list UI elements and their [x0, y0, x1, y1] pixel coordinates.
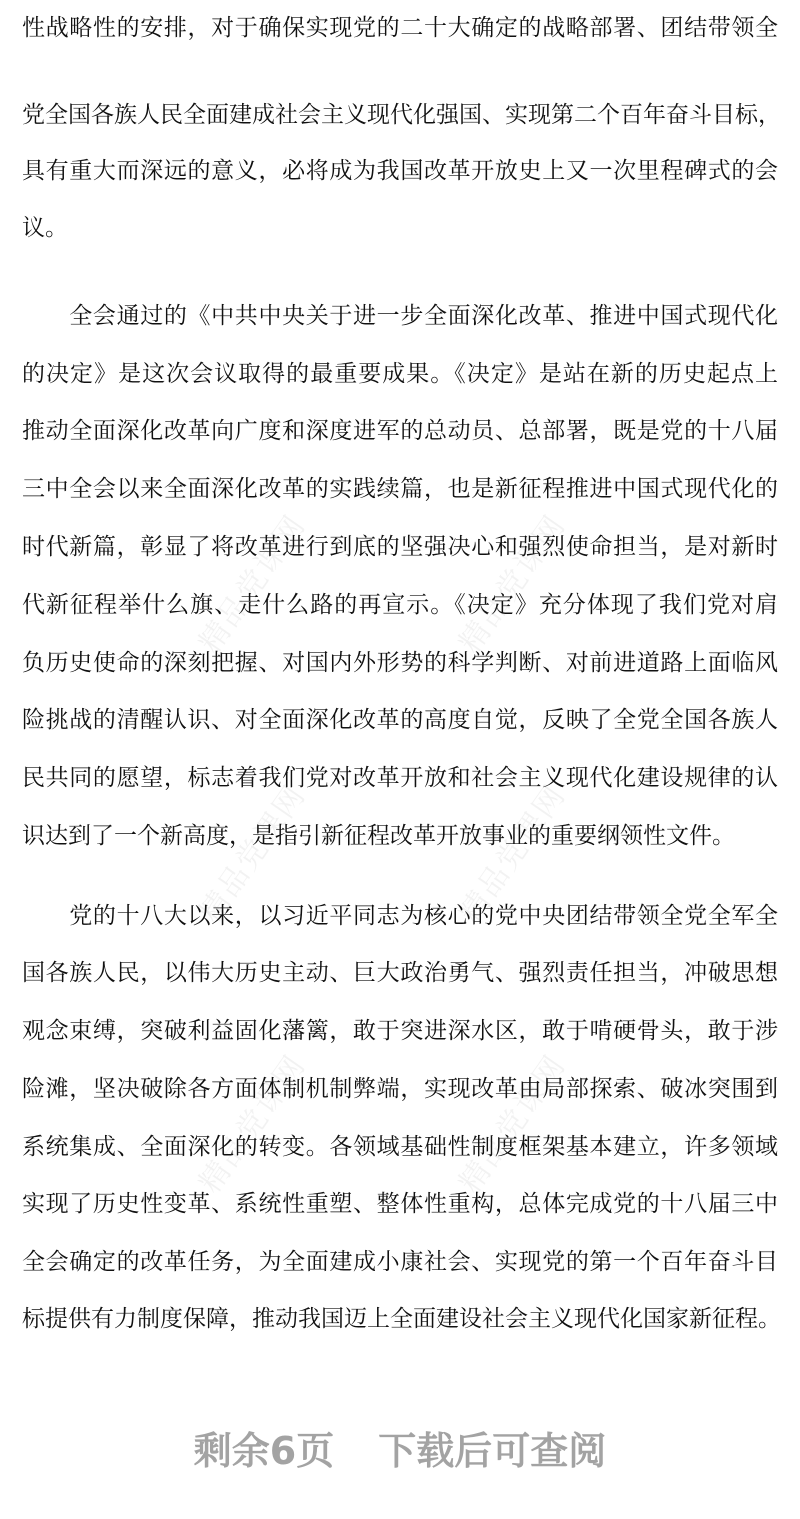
- text-line: 全会通过的《中共中央关于进一步全面深化改革、推进中国式现代化: [22, 303, 778, 329]
- text-line: 时代新篇，彰显了将改革进行到底的坚强决心和强烈使命担当，是对新时: [22, 534, 778, 560]
- watermark: 精品党课网: [192, 1048, 314, 1200]
- text-line: 险挑战的清醒认识、对全面深化改革的高度自觉，反映了全党全国各族人: [22, 707, 778, 733]
- remaining-pages-label: 剩余6页: [193, 1429, 335, 1473]
- watermark: 精品党课网: [452, 508, 574, 660]
- download-prompt[interactable]: [0, 1420, 800, 1475]
- text-line: 系统集成、全面深化的转变。各领域基础性制度框架基本建立，许多领域: [22, 1134, 778, 1160]
- text-line: 三中全会以来全面深化改革的实践续篇，也是新征程推进中国式现代化的: [22, 476, 778, 502]
- download-to-view-label: 下载后可查阅: [378, 1429, 607, 1473]
- text-line: 党的十八大以来，以习近平同志为核心的党中央团结带领全党全军全: [22, 903, 778, 929]
- text-line: 民共同的愿望，标志着我们党对改革开放和社会主义现代化建设规律的认: [22, 765, 778, 791]
- watermark: 精品党课网: [192, 778, 314, 930]
- text-line: 险滩，坚决破除各方面体制机制弊端，实现改革由局部探索、破冰突围到: [22, 1076, 778, 1102]
- text-line: 观念束缚，突破利益固化藩篱，敢于突进深水区，敢于啃硬骨头，敢于涉: [22, 1018, 778, 1044]
- text-line: 国各族人民，以伟大历史主动、巨大政治勇气、强烈责任担当，冲破思想: [22, 960, 778, 986]
- text-line: 代新征程举什么旗、走什么路的再宣示。《决定》充分体现了我们党对肩: [22, 592, 778, 618]
- text-line: 实现了历史性变革、系统性重塑、整体性重构，总体完成党的十八届三中: [22, 1191, 778, 1217]
- text-line: 具有重大而深远的意义，必将成为我国改革开放史上又一次里程碑式的会: [22, 158, 778, 184]
- text-line: 性战略性的安排，对于确保实现党的二十大确定的战略部署、团结带领全: [22, 15, 778, 41]
- watermark: 精品党课网: [452, 1048, 574, 1200]
- text-line: 负历史使命的深刻把握、对国内外形势的科学判断、对前进道路上面临风: [22, 650, 778, 676]
- watermark: 精品党课网: [452, 778, 574, 930]
- text-line: 的决定》是这次会议取得的最重要成果。《决定》是站在新的历史起点上: [22, 361, 778, 387]
- watermark: 精品党课网: [192, 508, 314, 660]
- text-line: 议。: [22, 215, 68, 241]
- text-line: 识达到了一个新高度，是指引新征程改革开放事业的重要纲领性文件。: [22, 823, 735, 849]
- text-line: 标提供有力制度保障，推动我国迈上全面建设社会主义现代化国家新征程。: [22, 1306, 781, 1332]
- text-line: 推动全面深化改革向广度和深度进军的总动员、总部署，既是党的十八届: [22, 418, 778, 444]
- text-line: 全会确定的改革任务，为全面建成小康社会、实现党的第一个百年奋斗目: [22, 1249, 778, 1275]
- text-line: 党全国各族人民全面建成社会主义现代化强国、实现第二个百年奋斗目标，: [22, 102, 781, 128]
